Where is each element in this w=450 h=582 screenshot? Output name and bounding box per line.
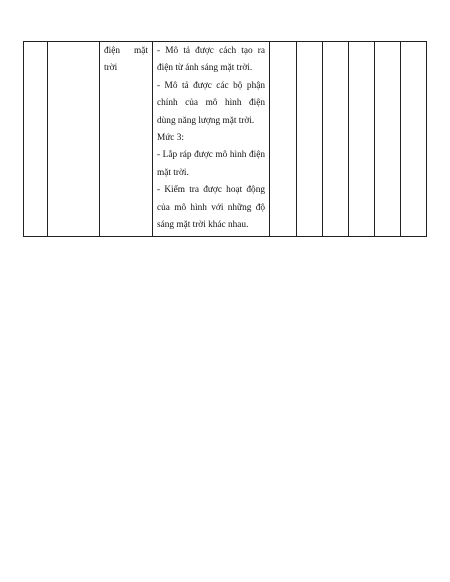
requirements-cell bbox=[153, 42, 270, 237]
topic-cell bbox=[100, 42, 153, 237]
requirement-item: - Mô tả được các bộ phận chính của mô hình điện dùng năng lượng mặt trời. bbox=[157, 80, 265, 126]
requirement-item: - Mô tả được cách tạo ra điện từ ánh sáng mặt trời. bbox=[157, 46, 265, 74]
topic-text: điện mặt trời bbox=[104, 46, 148, 74]
empty-cell-count-4 bbox=[349, 42, 375, 237]
requirements-table bbox=[23, 41, 427, 237]
empty-cell-count-2 bbox=[297, 42, 323, 237]
empty-cell-count-3 bbox=[323, 42, 349, 237]
empty-cell-subject bbox=[48, 42, 100, 237]
empty-cell-count-1 bbox=[270, 42, 297, 237]
level-heading: Mức 3: bbox=[157, 133, 184, 144]
empty-cell-stt bbox=[24, 42, 48, 237]
table-row bbox=[24, 42, 427, 237]
requirement-item: - Lắp ráp được mô hình điện mặt trời. bbox=[157, 150, 265, 178]
empty-cell-count-6 bbox=[401, 42, 427, 237]
requirement-item: - Kiểm tra được hoạt động của mô hình với những độ sáng mặt trời khác nhau. bbox=[157, 185, 265, 231]
empty-cell-count-5 bbox=[375, 42, 401, 237]
